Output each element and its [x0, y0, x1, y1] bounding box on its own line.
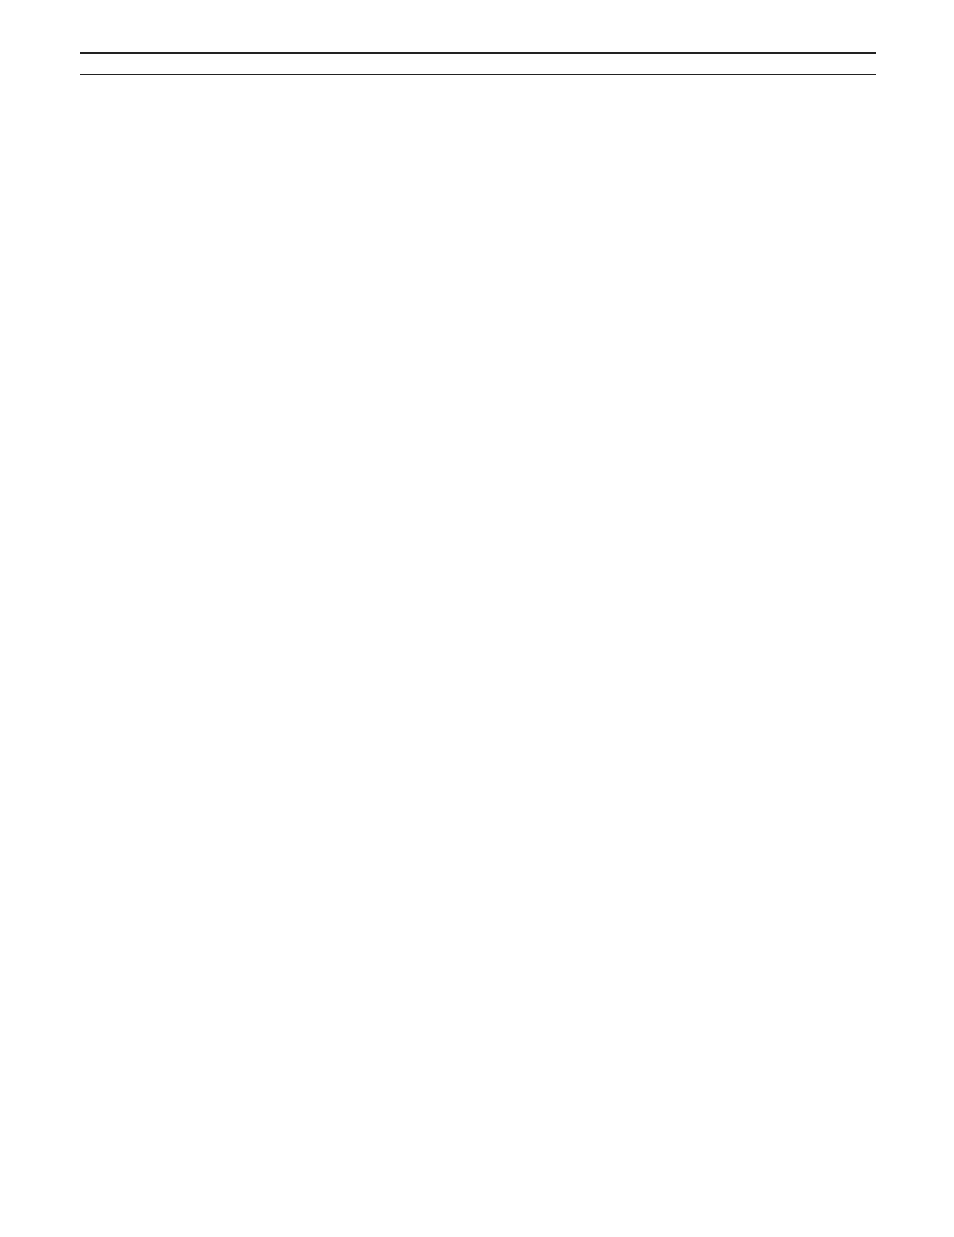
- control-table: [80, 52, 876, 75]
- table-header: [80, 52, 876, 75]
